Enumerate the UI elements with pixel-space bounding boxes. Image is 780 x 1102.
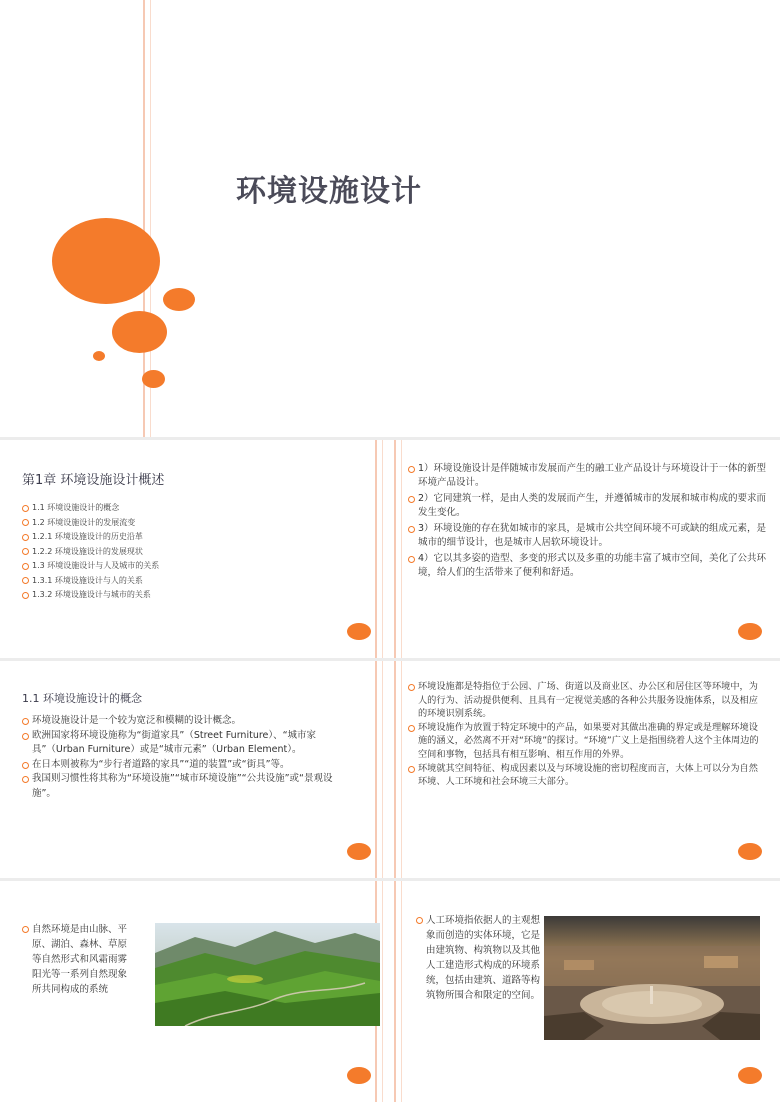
decor-line xyxy=(382,881,383,1102)
toc-item: 1.1 环境设施设计的概念 xyxy=(22,501,159,516)
points-list xyxy=(408,462,768,580)
mountain-landscape-photo xyxy=(155,923,380,1026)
chapter-heading: 第1章 环境设施设计概述 xyxy=(22,473,165,488)
environment-list xyxy=(408,680,766,789)
slide-marker-circle xyxy=(738,843,762,860)
decor-circle xyxy=(163,288,195,311)
artificial-slide xyxy=(392,881,780,1102)
slide-marker-circle xyxy=(738,623,762,640)
decor-line xyxy=(394,881,396,1102)
toc-item: 1.3.1 环境设施设计与人的关系 xyxy=(22,574,159,589)
slide-marker-circle xyxy=(738,1067,762,1084)
city-image xyxy=(544,916,760,1040)
city-square-photo xyxy=(544,916,760,1040)
artificial-text: 人工环境指依据人的主观想象而创造的实体环境，它是由建筑物、构筑物以及其他人工建造形式构成的环境系统，包括由建筑、道路等构筑物所围合和限定的空间。 xyxy=(416,913,542,1003)
chapter-slide xyxy=(0,440,388,658)
decor-line xyxy=(401,881,402,1102)
decor-line xyxy=(375,440,377,658)
point-item: 4）它以其多姿的造型、多变的形式以及多重的功能丰富了城市空间，美化了公共环境，给人们的生活带来了便利和舒适。 xyxy=(408,552,768,580)
concept-item: 环境设施设计是一个较为宽泛和模糊的设计概念。 xyxy=(22,714,342,729)
point-item: 3）环境设施的存在犹如城市的家具，是城市公共空间环境不可或缺的组成元素，是城市的细节设计，也是城市人居软环境设计。 xyxy=(408,522,768,550)
environment-item: 环境就其空间特征、构成因素以及与环境设施的密切程度而言，大体上可以分为自然环境、人工环境和社会环境三大部分。 xyxy=(408,762,766,789)
decor-circle-large xyxy=(52,218,160,304)
page-title: 环境设施设计 xyxy=(236,174,422,209)
toc-item: 1.2.2 环境设施设计的发展现状 xyxy=(22,545,159,560)
toc-item: 1.2 环境设施设计的发展流变 xyxy=(22,516,159,531)
decor-line xyxy=(394,661,396,878)
chapter-toc xyxy=(22,501,159,603)
toc-item: 1.3.2 环境设施设计与城市的关系 xyxy=(22,588,159,603)
environment-slide xyxy=(392,661,780,878)
decor-line xyxy=(394,440,396,658)
point-item: 1）环境设施设计是伴随城市发展而产生的融工业产品设计与环境设计于一体的新型环境产品设计。 xyxy=(408,462,768,490)
natural-slide xyxy=(0,881,388,1102)
concept-slide xyxy=(0,661,388,878)
concept-item: 欧洲国家将环境设施称为“街道家具”（Street Furniture）、“城市家具”（Urban Furniture）或是“城市元素”（Urban Element）。 xyxy=(22,729,342,758)
concept-item: 在日本则被称为“步行者道路的家具”“道的装置”或“街具”等。 xyxy=(22,758,342,773)
decor-line xyxy=(382,661,383,878)
decor-line xyxy=(375,661,377,878)
decor-line xyxy=(382,440,383,658)
decor-line xyxy=(401,661,402,878)
concept-list xyxy=(22,714,342,801)
decor-line xyxy=(401,440,402,658)
artificial-list xyxy=(416,913,542,1003)
decor-circle xyxy=(142,370,165,388)
section-heading: 1.1 环境设施设计的概念 xyxy=(22,692,142,705)
concept-item: 我国则习惯性将其称为“环境设施”“城市环境设施”“公共设施”或“景观设施”。 xyxy=(22,772,342,801)
points-slide xyxy=(392,440,780,658)
point-item: 2）它同建筑一样，是由人类的发展而产生，并遵循城市的发展和城市构成的要求而发生变化。 xyxy=(408,492,768,520)
natural-text: 自然环境是由山脉、平原、湖泊、森林、草原等自然形式和风霜雨雾阳光等一系列自然现象所共同构成的系统 xyxy=(22,922,136,997)
slide-marker-circle xyxy=(347,623,371,640)
environment-item: 环境设施作为放置于特定环境中的产品，如果要对其做出准确的界定或是理解环境设施的涵义，必然离不开对“环境”的探讨。“环境”广义上是指围绕着人这个主体周边的空间和事物，包括具有相互影响、相互作用的外界。 xyxy=(408,721,766,762)
landscape-image xyxy=(155,923,380,1026)
environment-item: 环境设施都是特指位于公园、广场、街道以及商业区、办公区和居住区等环境中，为人的行为、活动提供便利、且具有一定视觉美感的各种公共服务设施体系，以及相应的环境识别系统。 xyxy=(408,680,766,721)
decor-circle-small xyxy=(93,351,105,361)
toc-item: 1.2.1 环境设施设计的历史沿革 xyxy=(22,530,159,545)
natural-list xyxy=(22,922,136,997)
slide-marker-circle xyxy=(347,843,371,860)
decor-circle xyxy=(112,311,167,353)
toc-item: 1.3 环境设施设计与人及城市的关系 xyxy=(22,559,159,574)
title-slide xyxy=(0,0,780,437)
slide-marker-circle xyxy=(347,1067,371,1084)
